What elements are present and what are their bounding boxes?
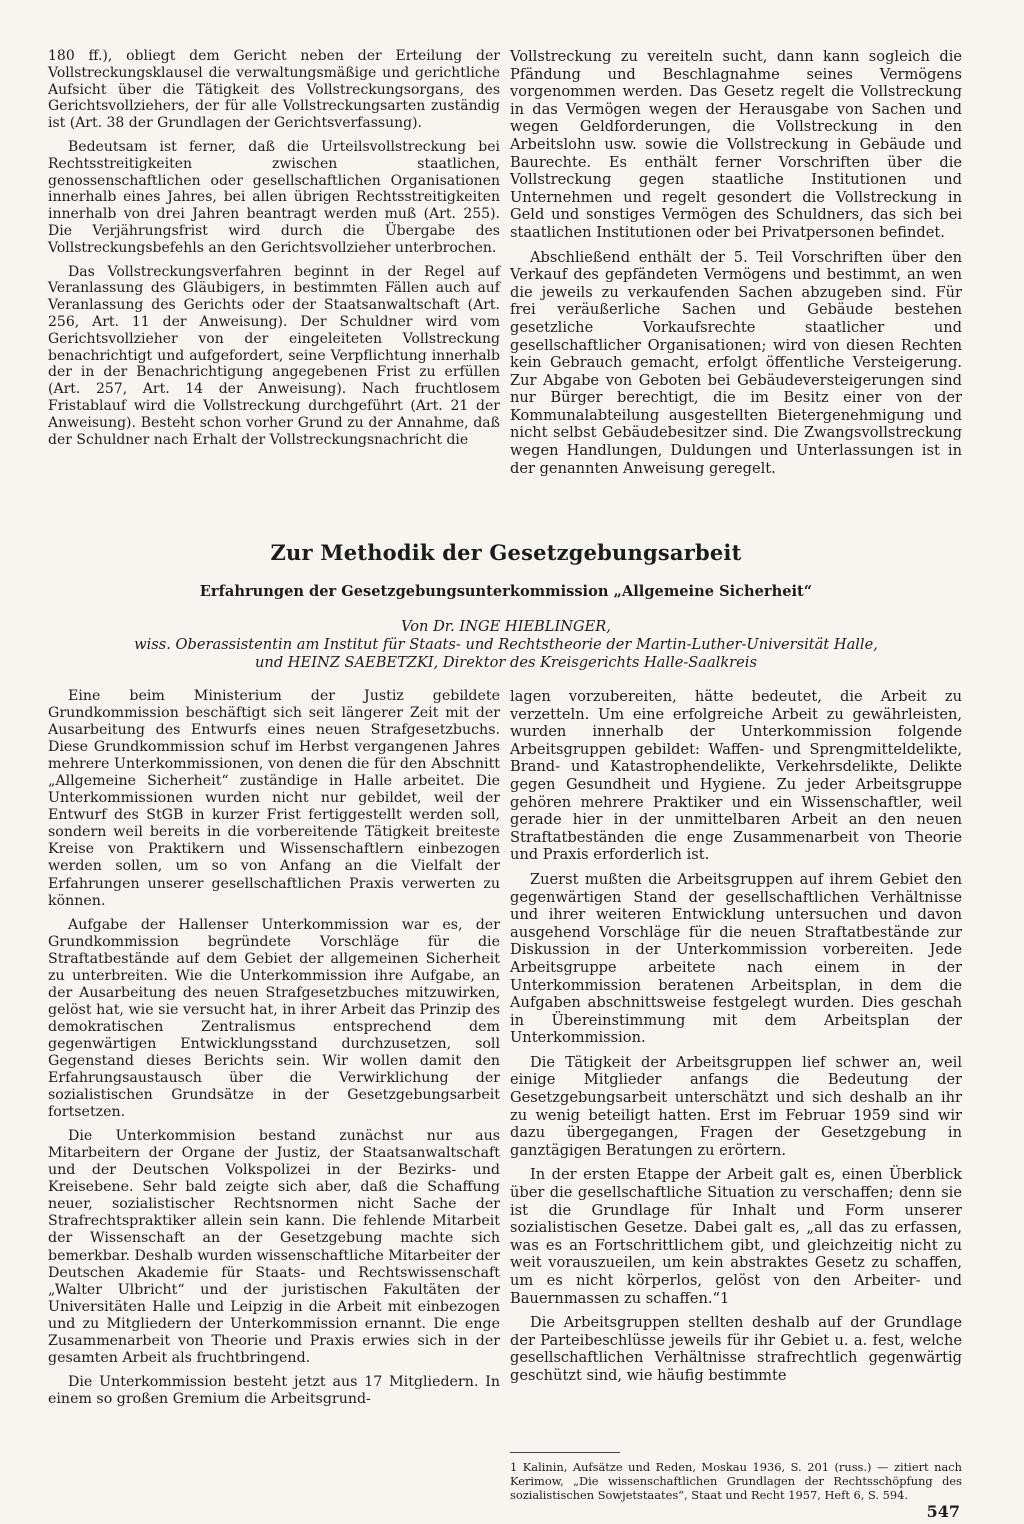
- author-line: und HEINZ SAEBETZKI, Direktor des Kreisgerichts Halle-Saalkreis: [255, 654, 757, 671]
- paragraph: Zuerst mußten die Arbeitsgruppen auf ihrem Gebiet den gegenwärtigen Stand der gesellschaftlichen Verhältnisse und ihrer weiteren Entwicklung untersuchen und davon ausgehend Vorschläge für die neuen Straftatbestände zur Diskussion in der Unterkommission vorbereiten. Jede Arbeitsgruppe arbeitete nach einem in der Unterkommission beratenen Arbeitsplan, in dem die Aufgaben abschnittsweise festgelegt wurden. Dies geschah in Übereinstimmung mit dem Arbeitsplan der Unterkommission.: [510, 870, 962, 1047]
- paragraph: Die Unterkommision bestand zunächst nur aus Mitarbeitern der Organe der Justiz, der Staatsanwaltschaft und der Deutschen Volkspolizei in der Bezirks- und Kreisebene. Sehr bald zeigte sich aber, daß die Schaffung neuer, sozialistischer Rechtsnormen nicht Sache der Strafrechtspraktiker allein sein kann. Die fehlende Mitarbeit der Wissenschaft an der Gesetzgebung machte sich bemerkbar. Deshalb wurden wissenschaftliche Mitarbeiter der Deutschen Akademie für Staats- und Rechtswissenschaft „Walter Ulbricht“ und der juristischen Fakultäten der Universitäten Halle und Leipzig in die Arbeit mit einbezogen und zu Mitgliedern der Unterkommission ernannt. Die enge Zusammenarbeit von Theorie und Praxis erwies sich in der gesamten Arbeit als fruchtbringend.: [48, 1128, 500, 1366]
- paragraph: Aufgabe der Hallenser Unterkommission war es, der Grundkommission begründete Vorschläge für die Straftatbestände auf dem Gebiet der allgemeinen Sicherheit zu unterbreiten. Wie die Unterkommission ihre Aufgabe, an der Ausarbeitung des neuen Strafgesetzbuches mitzuwirken, gelöst hat, wie sie versucht hat, in ihrer Arbeit das Prinzip des demokratischen Zentralismus entsprechend dem gegenwärtigen Entwicklungsstand durchzusetzen, soll Gegenstand dieses Berichts sein. Wir wollen damit den Erfahrungsaustausch über die Verwirklichung der sozialistischen Grundsätze in der Gesetzgebungsarbeit fortsetzen.: [48, 916, 500, 1121]
- footnote-divider: [510, 1452, 620, 1453]
- footnote: 1 Kalinin, Aufsätze und Reden, Moskau 1936, S. 201 (russ.) — zitiert nach Kerimow, „Die wissenschaftlichen Grundlagen der Rechtsschöpfung des sozialistischen Sowjetstaates“, Staat und Recht 1957, Heft 6, S. 594.: [510, 1460, 962, 1502]
- paragraph: Eine beim Ministerium der Justiz gebildete Grundkommission beschäftigt sich seit längerer Zeit mit der Ausarbeitung des Entwurfs eines neuen Strafgesetzbuchs. Diese Grundkommission schuf im Herbst vergangenen Jahres mehrere Unterkommissionen, von denen die für den Abschnitt „Allgemeine Sicherheit“ zuständige in Halle arbeitet. Die Unterkommissionen wurden nicht nur gebildet, weil der Entwurf des StGB in kurzer Frist fertiggestellt werden soll, sondern weil bereits in die vorbereitende Tätigkeit breiteste Kreise von Praktikern und Wissenschaftlern einbezogen werden sollen, um so von Anfang an die Vielfalt der Erfahrungen unserer gesellschaftlichen Praxis verwerten zu können.: [48, 688, 500, 909]
- author-line: wiss. Oberassistentin am Institut für Staats- und Rechtstheorie der Martin-Luther-Universität Halle,: [134, 636, 878, 653]
- paragraph: Bedeutsam ist ferner, daß die Urteilsvollstreckung bei Rechtsstreitigkeiten zwischen staatlichen, genossenschaftlichen oder gesellschaftlichen Organisationen innerhalb eines Jahres, bei allen übrigen Rechtsstreitigkeiten innerhalb von drei Jahren beantragt werden muß (Art. 255). Die Verjährungsfrist wird durch die Übergabe des Vollstreckungsbefehls an den Gerichtsvollzieher unterbrochen.: [48, 138, 500, 256]
- paragraph: Vollstreckung zu vereiteln sucht, dann kann sogleich die Pfändung und Beschlagnahme seines Vermögens vorgenommen werden. Das Gesetz regelt die Vollstreckung in das Vermögen wegen der Herausgabe von Sachen und wegen Geldforderungen, die Vollstreckung in den Arbeitslohn usw. sowie die Vollstreckung in Gebäude und Baurechte. Es enthält ferner Vorschriften über die Vollstreckung gegen staatliche Institutionen und Unternehmen und regelt gesondert die Vollstreckung in Geld und sonstiges Vermögen des Schuldners, das sich bei staatlichen Institutionen oder bei Privatpersonen befindet.: [510, 48, 962, 241]
- article-title: Zur Methodik der Gesetzgebungsarbeit: [270, 540, 742, 565]
- paragraph: Die Arbeitsgruppen stellten deshalb auf der Grundlage der Parteibeschlüsse jeweils für ihr Gebiet u. a. fest, welche gesellschaftlichen Verhältnisse strafrechtlich gegenwärtig geschützt sind, wie häufig bestimmte: [510, 1314, 962, 1384]
- paragraph: 180 ff.), obliegt dem Gericht neben der Erteilung der Vollstreckungsklausel die verwaltungsmäßige und gerichtliche Aufsicht über die Tätigkeit des Vollstreckungsorgans, des Gerichtsvollziehers, der für alle Vollstreckungsarten zuständig ist (Art. 38 der Grundlagen der Gerichtsverfassung).: [48, 48, 500, 132]
- author-line: Von Dr. INGE HIEBLINGER,: [401, 618, 611, 635]
- paragraph: Das Vollstreckungsverfahren beginnt in der Regel auf Veranlassung des Gläubigers, in bestimmten Fällen auch auf Veranlassung des Gerichts oder der Staatsanwaltschaft (Art. 256, Art. 11 der Anweisung). Der Schuldner wird vom Gerichtsvollzieher von der eingeleiteten Vollstreckung benachrichtigt und aufgefordert, seine Verpflichtung innerhalb der in der Benachrichtigung angegebenen Frist zu erfüllen (Art. 257, Art. 14 der Anweisung). Nach fruchtlosem Fristablauf wird die Vollstreckung durchgeführt (Art. 21 der Anweisung). Besteht schon vorher Grund zu der Annahme, daß der Schuldner nach Erhalt der Vollstreckungsnachricht die: [48, 263, 500, 448]
- paragraph: Abschließend enthält der 5. Teil Vorschriften über den Verkauf des gepfändeten Vermögens und bestimmt, an wen die jeweils zu verkaufenden Sachen abzugeben sind. Für frei veräußerliche Sachen und Gebäude bestehen gesetzliche Vorkaufsrechte staatlicher und gesellschaftlicher Organisationen; wird von diesen Rechten kein Gebrauch gemacht, erfolgt öffentliche Versteigerung. Zur Abgabe von Geboten bei Gebäudeversteigerungen sind nur Bürger berechtigt, die im Besitz einer von der Kommunalabteilung ausgestellten Bietergenehmigung und nicht selbst Gebäudebesitzer sind. Die Zwangsvollstreckung wegen Handlungen, Duldungen und Unterlassungen ist in der genannten Anweisung geregelt.: [510, 248, 962, 477]
- paragraph: Die Unterkommission besteht jetzt aus 17 Mitgliedern. In einem so großen Gremium die Arbeitsgrund-: [48, 1373, 500, 1407]
- article-authors: [48, 618, 964, 672]
- top-right-column: [510, 48, 962, 484]
- paragraph: In der ersten Etappe der Arbeit galt es, einen Überblick über die gesellschaftliche Situation zu verschaffen; denn sie ist die Grundlage für Inhalt und Form unserer sozialistischen Gesetze. Dabei galt es, „all das zu erfassen, was es an Fortschrittlichem gibt, und gleichzeitig nicht zu weit vorauszueilen, um kein abstraktes Gesetz zu schaffen, um es nicht körperlos, gelöst von den Arbeiter- und Bauernmassen zu schaffen.“1: [510, 1166, 962, 1307]
- article-header: [48, 540, 964, 672]
- paragraph: Die Tätigkeit der Arbeitsgruppen lief schwer an, weil einige Mitglieder anfangs die Bedeutung der Gesetzgebungsarbeit unterschätzt und sich deshalb an ihr zu wenig beteiligt hatten. Erst im Februar 1959 sind wir dazu übergegangen, Fragen der Gesetzgebung in ganztägigen Beratungen zu erörtern.: [510, 1053, 962, 1159]
- article-subtitle: Erfahrungen der Gesetzgebungsunterkommission „Allgemeine Sicherheit“: [199, 583, 813, 600]
- paragraph: lagen vorzubereiten, hätte bedeutet, die Arbeit zu verzetteln. Um eine erfolgreiche Arbeit zu gewährleisten, wurden innerhalb der Unterkommission folgende Arbeitsgruppen gebildet: Waffen- und Sprengmitteldelikte, Brand- und Katastrophendelikte, Verkehrsdelikte, Delikte gegen Gesundheit und Hygiene. Zu jeder Arbeitsgruppe gehören mehrere Praktiker und ein Wissenschaftler, weil gerade hier in der unmittelbaren Arbeit an den neuen Straftatbeständen die enge Zusammenarbeit von Theorie und Praxis erforderlich ist.: [510, 688, 962, 864]
- top-left-column: [48, 48, 500, 455]
- page-number: 547: [926, 1502, 960, 1521]
- bottom-right-column: [510, 688, 962, 1392]
- bottom-left-column: [48, 688, 500, 1415]
